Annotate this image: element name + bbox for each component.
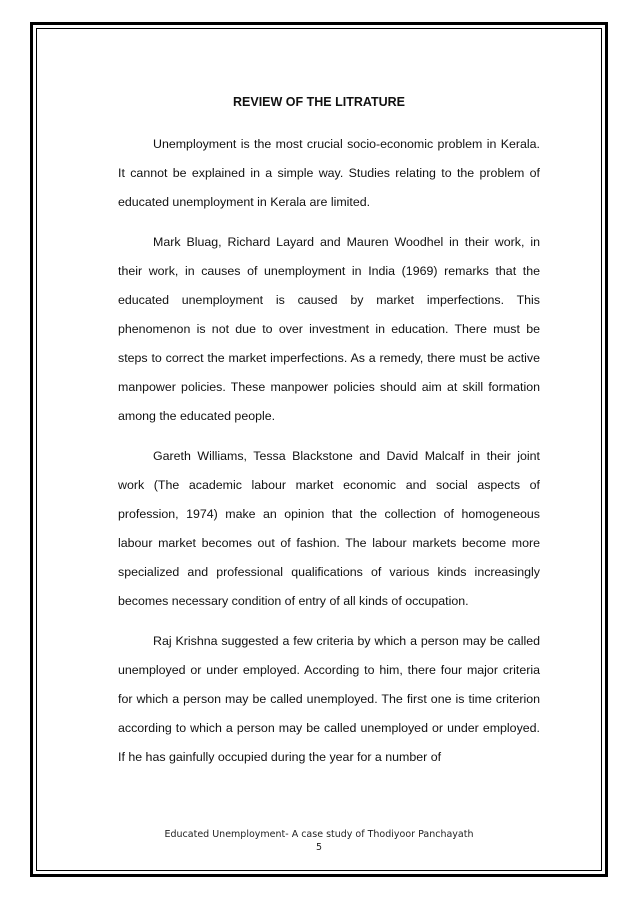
body-text — [118, 130, 540, 783]
footer-text: Educated Unemployment- A case study of Thodiyoor Panchayath — [164, 829, 474, 840]
page-footer — [0, 828, 638, 854]
paragraph-4: Raj Krishna suggested a few criteria by which a person may be called unemployed or under employed. According to him, there four major criteria for which a person may be called unemployed. The first one is time criterion according to which a person may be called unemployed or under employed. If he has gainfully occupied during the year for a number of — [118, 634, 540, 764]
paragraph-3: Gareth Williams, Tessa Blackstone and David Malcalf in their joint work (The academic labour market economic and social aspects of profession, 1974) make an opinion that the collection of homogeneous labour market becomes out of fashion. The labour markets become more specialized and professional qualifications of various kinds increasingly becomes necessary condition of entry of all kinds of occupation. — [118, 449, 540, 608]
section-title: REVIEW OF THE LITRATURE — [233, 95, 405, 109]
paragraph-2: Mark Bluag, Richard Layard and Mauren Woodhel in their work, in their work, in causes of unemployment in India (1969) remarks that the educated unemployment is caused by market imperfections. This phenomenon is not due to over investment in education. There must be steps to correct the market imperfections. As a remedy, there must be active manpower policies. These manpower policies should aim at skill formation among the educated people. — [118, 235, 540, 423]
paragraph-1: Unemployment is the most crucial socio-economic problem in Kerala. It cannot be explained in a simple way. Studies relating to the problem of educated unemployment in Kerala are limited. — [118, 137, 540, 209]
page-number: 5 — [315, 842, 323, 853]
